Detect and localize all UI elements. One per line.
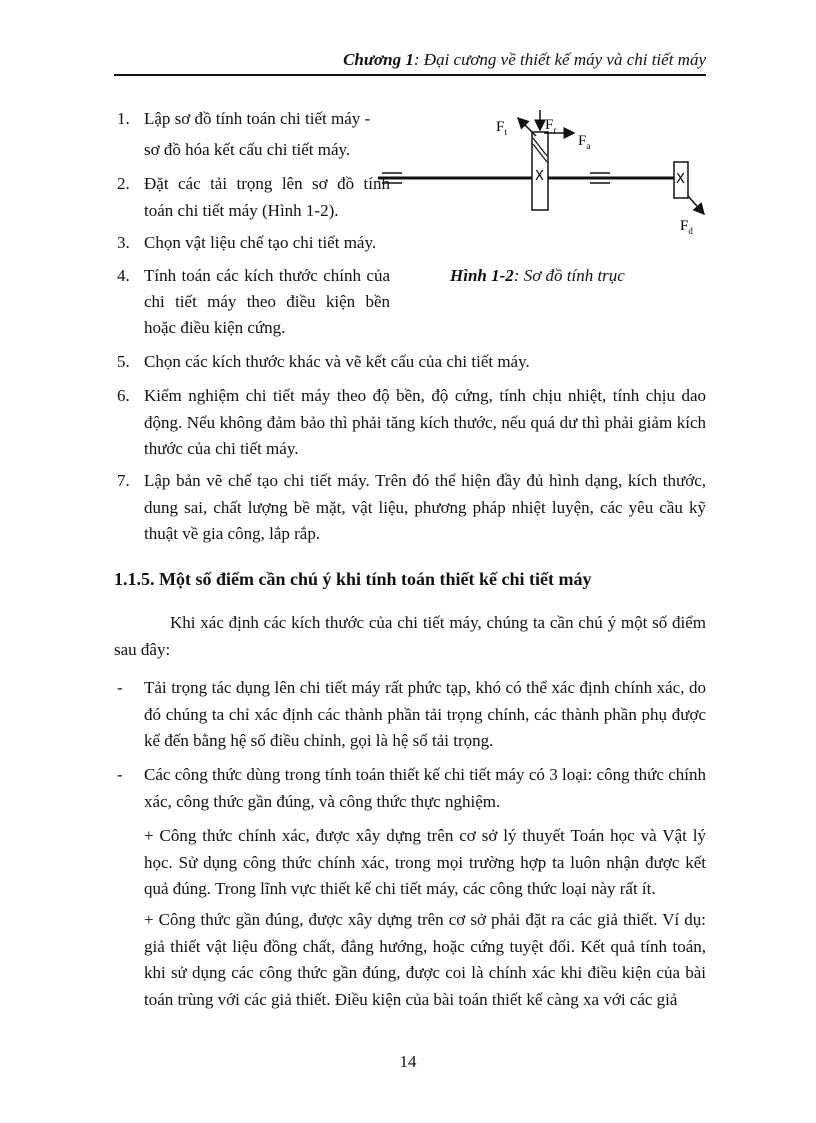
chapter-label: Chương 1	[343, 50, 414, 69]
figure-caption-label: Hình 1-2	[450, 266, 514, 285]
step-2-line-2: toán chi tiết máy (Hình 1-2).	[144, 201, 339, 220]
fd-arrow	[688, 196, 704, 214]
bullet-2-text: Các công thức dùng trong tính toán thiết kế chi tiết máy có 3 loại: công thức chính xác, công thức gần đúng, và công thức thực nghiệm.	[144, 765, 706, 811]
fr-label: $F_r$	[545, 117, 557, 135]
header-rule	[114, 74, 706, 76]
step-6-text: Kiểm nghiệm chi tiết máy theo độ bền, độ cứng, tính chịu nhiệt, tính chịu dao động. Nếu không đảm bảo thì phải tăng kích thước, nếu quá dư thì phải giảm kích thước của chi tiết máy.	[144, 386, 706, 458]
step-5-text: Chọn các kích thước khác và vẽ kết cấu của chi tiết máy.	[144, 352, 530, 371]
step-3-number: 3.	[117, 233, 130, 252]
chapter-title: : Đại cương về thiết kế máy và chi tiết máy	[413, 50, 706, 69]
page-number: 14	[399, 1052, 417, 1071]
step-2-line-1: Đặt các tải trọng lên sơ đồ tính	[144, 174, 390, 193]
figure-caption	[450, 266, 625, 286]
ft-arrow	[518, 118, 536, 136]
fd-label: $F_d$	[680, 218, 693, 236]
step-7-text: Lập bản vẽ chế tạo chi tiết máy. Trên đó thể hiện đầy đủ hình dạng, kích thước, dung sai, chất lượng bề mặt, vật liệu, phương pháp nhiệt luyện, các yêu cầu kỹ thuật về gia công, lắp rắp.	[144, 471, 706, 543]
step-4-line-2: chi tiết máy theo điều kiện bền	[144, 292, 390, 311]
gear-bearing-mark: X	[535, 169, 544, 184]
step-5-number: 5.	[117, 352, 130, 371]
ft-label: $F_t$	[496, 119, 507, 137]
step-2-number: 2.	[117, 174, 130, 193]
sub-para-2: + Công thức gần đúng, được xây dựng trên cơ sở phải đặt ra các giả thiết. Ví dụ: giả thiết vật liệu đồng chất, đẳng hướng, hoặc cứng tuyệt đối. Kết quả tính toán, khi sử dụng các công thức gần đúng, được coi là chính xác khi điều kiện của bài toán trùng với các giả thiết. Điều kiện của bài toán thiết kế càng xa với các giả	[144, 910, 706, 1009]
step-1-line-2: sơ đồ hóa kết cấu chi tiết máy.	[144, 140, 351, 159]
figure-caption-text: : Sơ đồ tính trục	[513, 266, 625, 285]
step-1-line-1: Lập sơ đồ tính toán chi tiết máy -	[144, 109, 371, 128]
step-4-line-1: Tính toán các kích thước chính của	[144, 266, 390, 285]
step-1-number: 1.	[117, 109, 130, 128]
bullet-2-mark: -	[117, 765, 123, 784]
bullet-1-text: Tải trọng tác dụng lên chi tiết máy rất phức tạp, khó có thể xác định chính xác, do đó chúng ta chỉ xác định các thành phần tải trọng chính, các thành phần phụ được kể đến bằng hệ số điều chỉnh, gọi là hệ số tải trọng.	[144, 678, 706, 750]
step-7-number: 7.	[117, 471, 130, 490]
step-3-line-1: Chọn vật liệu chế tạo chi tiết máy.	[144, 233, 377, 252]
section-intro: Khi xác định các kích thước của chi tiết máy, chúng ta cần chú ý một số điểm sau đây:	[114, 613, 706, 659]
section-heading: 1.1.5. Một số điểm cần chú ý khi tính toán thiết kế chi tiết máy	[114, 569, 592, 589]
pulley-bearing-mark: X	[676, 172, 685, 187]
bullet-1-mark: -	[117, 678, 123, 697]
running-header	[114, 50, 706, 70]
fa-label: $F_a$	[578, 133, 591, 151]
step-6-number: 6.	[117, 386, 130, 405]
sub-para-1: + Công thức chính xác, được xây dựng trên cơ sở lý thuyết Toán học và Vật lý học. Sử dụng công thức chính xác, trong mọi trường hợp ta luôn nhận được kết quả đúng. Trong lĩnh vực thiết kế chi tiết máy, các công thức loại này rất ít.	[144, 826, 706, 898]
step-4-number: 4.	[117, 266, 130, 285]
shaft-diagram	[378, 100, 718, 240]
step-4-line-3: hoặc điều kiện cứng.	[144, 318, 286, 337]
